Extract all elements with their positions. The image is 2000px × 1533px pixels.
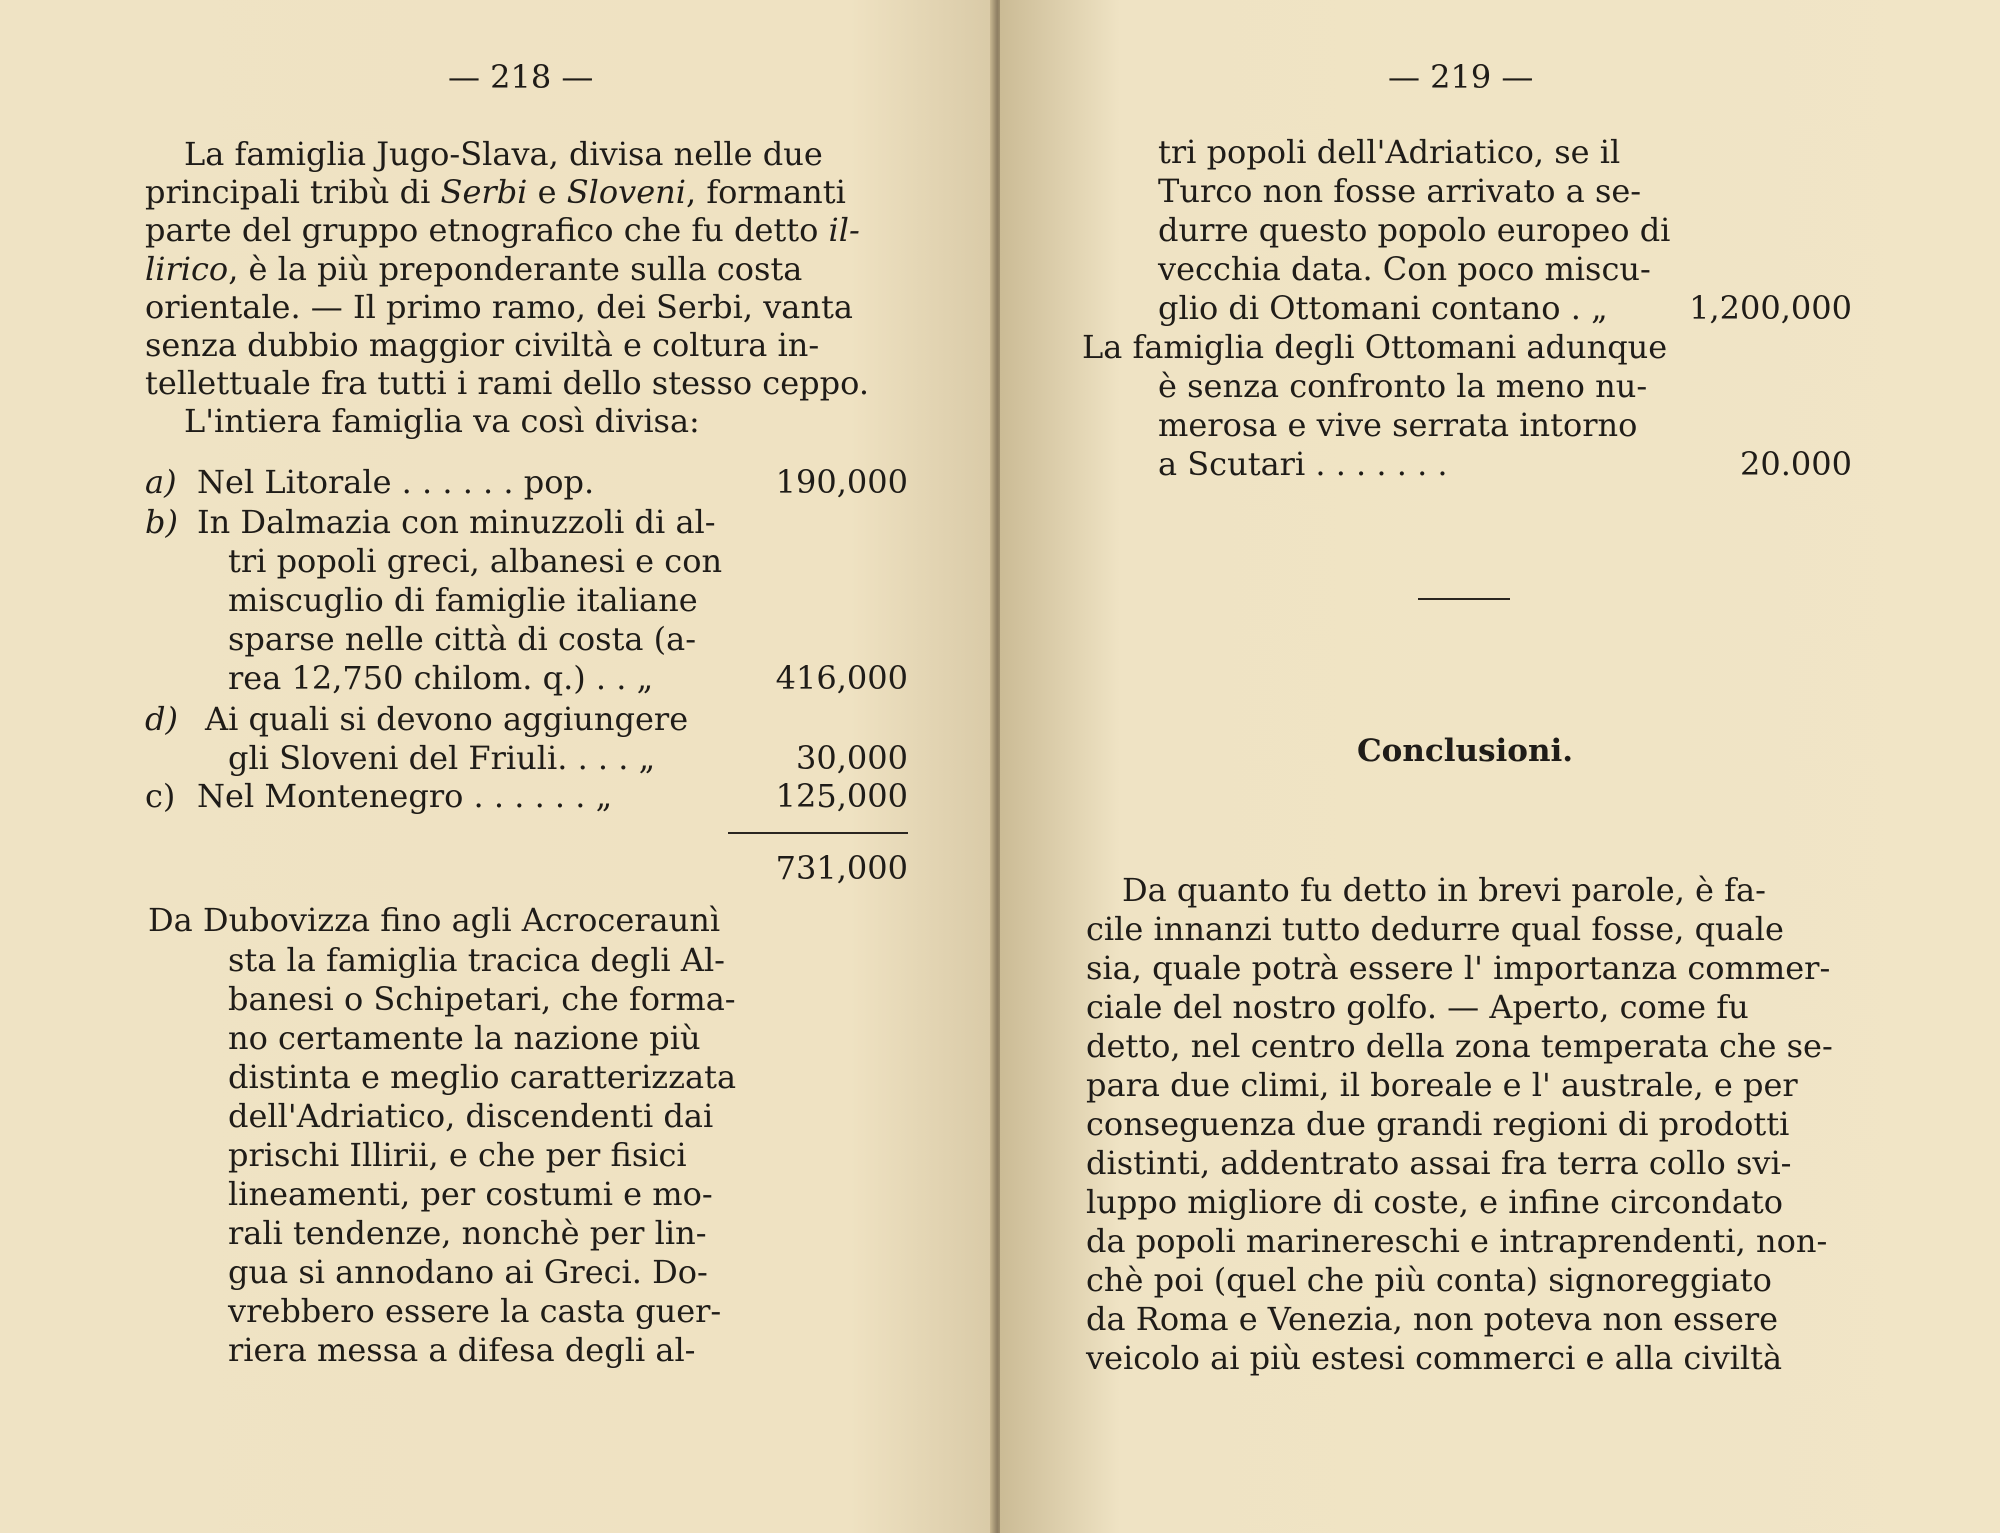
right-page (1000, 0, 2000, 1533)
text-line: è senza confronto la meno nu- (1158, 367, 1648, 405)
text-line: La famiglia degli Ottomani adunque (1082, 328, 1668, 366)
text-line: sia, quale potrà essere l' importanza commer- (1086, 949, 1831, 987)
list-item-text: miscuglio di famiglie italiane (228, 581, 698, 619)
text-line: merosa e vive serrata intorno (1158, 406, 1638, 444)
text-line: conseguenza due grandi regioni di prodotti (1086, 1105, 1790, 1143)
text-line: distinti, addentrato assai fra terra collo svi- (1086, 1144, 1792, 1182)
page-number-right: — 219 — (1388, 58, 1534, 96)
list-item-text: tri popoli greci, albanesi e con (228, 542, 723, 580)
list-item-text: Nel Montenegro . . . . . . „ (197, 777, 613, 815)
list-item-value: 30,000 (796, 739, 908, 777)
list-item-text: gli Sloveni del Friuli. . . . „ (228, 739, 656, 777)
list-marker: b) (145, 503, 178, 541)
section-divider (1418, 598, 1510, 600)
text-line: cile innanzi tutto dedurre qual fosse, quale (1086, 910, 1784, 948)
section-heading: Conclusioni. (1357, 733, 1574, 769)
text-line: tellettuale fra tutti i rami dello stesso ceppo. (145, 364, 869, 402)
text-line: lirico, è la più preponderante sulla costa (145, 250, 803, 288)
text-line: glio di Ottomani contano . „ (1158, 289, 1608, 327)
text-line: principali tribù di Serbi e Sloveni, formanti (145, 173, 846, 211)
text-line: detto, nel centro della zona temperata che se- (1086, 1027, 1833, 1065)
list-marker: d) (145, 700, 178, 738)
list-item-value: 125,000 (775, 777, 908, 815)
text-line: orientale. — Il primo ramo, dei Serbi, vanta (145, 288, 853, 326)
text-line: ciale del nostro golfo. — Aperto, come fu (1086, 988, 1749, 1026)
text-line: L'intiera famiglia va così divisa: (184, 402, 700, 440)
text-line: dell'Adriatico, discendenti dai (228, 1097, 714, 1135)
text-line: parte del gruppo etnografico che fu detto il- (145, 211, 860, 249)
text-line: senza dubbio maggior civiltà e coltura in- (145, 326, 820, 364)
page-number-left: — 218 — (448, 58, 594, 96)
text-line: veicolo ai più estesi commerci e alla civiltà (1086, 1339, 1783, 1377)
text-line: Da Dubovizza fino agli Acroceraunì (148, 901, 721, 939)
total-value: 731,000 (775, 849, 908, 887)
list-item-value: 416,000 (775, 659, 908, 697)
text-line: no certamente la nazione più (228, 1019, 701, 1057)
text-line: vrebbero essere la casta guer- (228, 1292, 722, 1330)
text-line: da popoli marinereschi e intraprendenti, non- (1086, 1222, 1828, 1260)
list-item-value: 1,200,000 (1689, 289, 1852, 327)
text-line: banesi o Schipetari, che forma- (228, 980, 736, 1018)
text-line: La famiglia Jugo-Slava, divisa nelle due (184, 135, 823, 173)
text-line: tri popoli dell'Adriatico, se il (1158, 133, 1621, 171)
text-line: Turco non fosse arrivato a se- (1158, 172, 1642, 210)
list-marker: a) (145, 463, 177, 501)
text-line: a Scutari . . . . . . . (1158, 445, 1448, 483)
text-line: rali tendenze, nonchè per lin- (228, 1214, 707, 1252)
text-line: chè poi (quel che più conta) signoreggiato (1086, 1261, 1772, 1299)
text-line: gua si annodano ai Greci. Do- (228, 1253, 708, 1291)
text-line: durre questo popolo europeo di (1158, 211, 1671, 249)
list-item-value: 190,000 (775, 463, 908, 501)
list-item-text: Ai quali si devono aggiungere (205, 700, 689, 738)
list-marker: c) (145, 777, 176, 815)
text-line: prischi Illirii, e che per fisici (228, 1136, 687, 1174)
sum-rule (728, 832, 908, 834)
list-item-text: rea 12,750 chilom. q.) . . „ (228, 659, 654, 697)
text-line: riera messa a difesa degli al- (228, 1331, 696, 1369)
text-line: sta la famiglia tracica degli Al- (228, 941, 725, 979)
list-item-text: sparse nelle città di costa (a- (228, 620, 697, 658)
text-line: da Roma e Venezia, non poteva non essere (1086, 1300, 1779, 1338)
list-item-text: In Dalmazia con minuzzoli di al- (197, 503, 716, 541)
list-item-value: 20.000 (1740, 445, 1852, 483)
text-line: para due climi, il boreale e l' australe, e per (1086, 1066, 1798, 1104)
list-item-text: Nel Litorale . . . . . . pop. (197, 463, 595, 501)
text-line: distinta e meglio caratterizzata (228, 1058, 737, 1096)
text-line: vecchia data. Con poco miscu- (1158, 250, 1651, 288)
text-line: luppo migliore di coste, e infine circondato (1086, 1183, 1784, 1221)
text-line: lineamenti, per costumi e mo- (228, 1175, 713, 1213)
text-line: Da quanto fu detto in brevi parole, è fa- (1122, 871, 1766, 909)
